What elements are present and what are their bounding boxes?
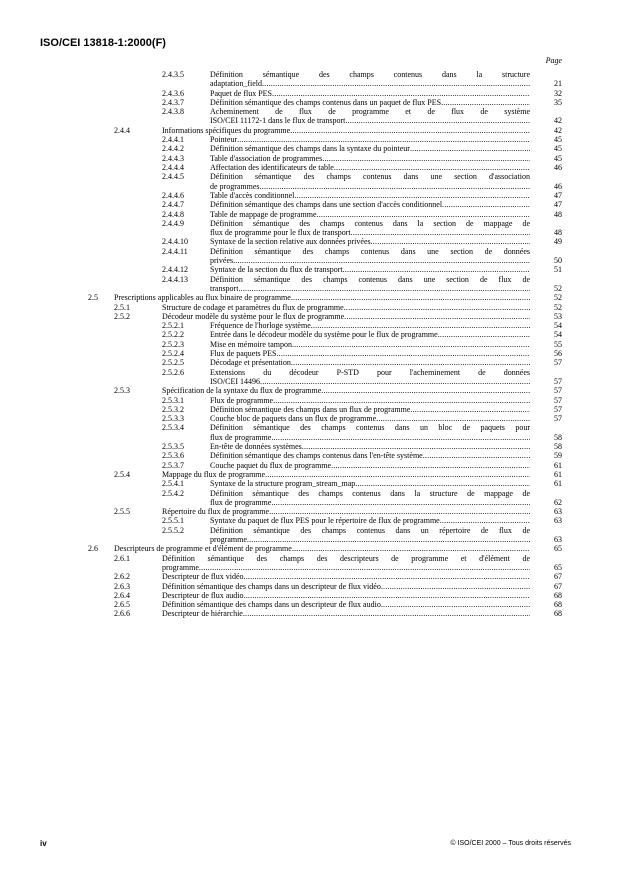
toc-entry-title: Descripteur de flux audio [162,590,244,600]
toc-dot-leader [238,284,530,293]
toc-entry-title-line: Définition sémantique des champs contenus dans un répertoire de flux de [210,525,530,535]
toc-entry-title: Table de mappage de programme [210,209,317,219]
toc-entry-title: flux de programme [210,497,272,507]
toc-entry-number: 2.5.3.3 [162,414,184,424]
toc-entry-page: 54 [554,321,562,331]
toc-entry-page: 67 [554,581,562,591]
toc-entry-title: Paquet de flux PES [210,88,272,98]
toc-entry-number: 2.5.3.5 [162,442,184,451]
toc-entry-number: 2.4.4.13 [162,274,188,284]
toc-entry-number: 2.6.4 [114,590,130,600]
toc-entry-number: 2.5.3 [114,386,130,396]
toc-dot-leader [292,340,530,349]
toc-entry-number: 2.5.4 [114,469,130,479]
toc-entry[interactable] [0,163,619,172]
toc-dot-leader [317,210,530,219]
toc-dot-leader [410,405,530,414]
toc-entry-title: ISO/CEI 14496 [210,376,260,386]
toc-entry-title: de programmes [210,181,260,191]
toc-dot-leader [344,312,530,321]
toc-entry[interactable] [0,423,619,442]
toc-dot-leader [272,89,530,98]
toc-entry-title: Définition sémantique des champs contenus dans l'en-tête système [210,451,423,461]
toc-entry-title: Descripteurs de programme et d'élément de programme [114,544,292,554]
toc-entry-title: Fréquence de l'horloge système [210,321,311,331]
toc-entry-title: Mappage du flux de programme [162,469,266,479]
toc-entry[interactable] [0,526,619,545]
toc-entry-title: Syntaxe de la section relative aux données privées [210,237,371,247]
toc-dot-leader [271,498,530,507]
toc-entry[interactable] [0,554,619,573]
toc-entry-title: Répertoire du flux de programme [162,507,270,517]
toc-entry-title-line: Définition sémantique des champs contenus dans une section d'association [210,172,530,182]
toc-entry-number: 2.6.6 [114,609,130,619]
toc-entry-title: Informations spécifiques du programme [162,125,291,135]
toc-entry-title: programme [210,534,247,544]
toc-entry[interactable] [0,247,619,266]
toc-entry[interactable] [0,489,619,508]
toc-entry-number: 2.6.5 [114,600,130,610]
toc-entry-page: 61 [554,460,562,470]
toc-entry[interactable] [0,582,619,591]
toc-entry-number: 2.5.4.1 [162,479,184,489]
toc-dot-leader [290,126,530,135]
toc-entry-number: 2.4.4.11 [162,246,188,256]
toc-entry[interactable] [0,126,619,135]
toc-entry-page: 62 [554,497,562,507]
toc-entry-title: Définition sémantique des champs dans une section d'accès conditionnel [210,200,443,210]
toc-entry-title: Couche paquet du flux de programme [210,460,332,470]
toc-entry[interactable] [0,312,619,321]
toc-entry-page: 68 [554,600,562,610]
toc-entry-page: 46 [554,181,562,191]
toc-entry-title: Structure de codage et paramètres du flux de programme [162,302,344,312]
toc-entry-page: 47 [554,190,562,200]
toc-dot-leader [371,237,530,246]
toc-entry[interactable] [0,386,619,395]
toc-entry-title: Décodage et présentation [210,358,291,368]
toc-dot-leader [441,98,530,107]
toc-entry-title: Définition sémantique des champs dans un descripteur de flux audio [162,600,381,610]
toc-entry[interactable] [0,265,619,274]
toc-entry[interactable] [0,358,619,367]
toc-entry-number: 2.5.2 [114,311,130,321]
toc-entry-page: 32 [554,88,562,98]
toc-entry-title-line: Extensions du décodeur P-STD pour l'acheminement de données [210,367,530,377]
toc-dot-leader [331,461,530,470]
toc-entry-title: flux de programme [210,432,272,442]
toc-entry-number: 2.5.3.2 [162,404,184,414]
toc-entry[interactable] [0,591,619,600]
toc-entry-title: Définition sémantique des champs dans un descripteur de flux vidéo [162,581,381,591]
toc-dot-leader [410,144,530,153]
toc-dot-leader [376,414,530,423]
toc-dot-leader [321,386,530,395]
toc-entry-title: Décodeur modèle du système pour le flux de programme [162,311,345,321]
toc-entry-page: 63 [554,507,562,517]
page-column-label: Page [545,56,562,65]
toc-entry-title: Définition sémantique des champs dans un flux de programme [210,404,411,414]
toc-entry-number: 2.4.4.8 [162,209,184,219]
toc-entry-page: 50 [554,255,562,265]
toc-dot-leader [237,135,530,144]
toc-entry-number: 2.4.4.10 [162,237,188,247]
toc-entry-title-line: Définition sémantique des champs des descripteurs de programme et d'élément de [162,553,530,563]
toc-entry-title-line: Définition sémantique des champs contenus dans une section de données [210,246,530,256]
toc-dot-leader [343,265,530,274]
toc-entry-number: 2.6.2 [114,572,130,582]
toc-entry[interactable] [0,479,619,488]
toc-entry-page: 45 [554,153,562,163]
toc-dot-leader [199,563,530,572]
toc-dot-leader [265,470,530,479]
toc-entry[interactable] [0,405,619,414]
toc-entry-page: 57 [554,386,562,396]
toc-dot-leader [351,228,530,237]
toc-entry-title-line: Définition sémantique des champs contenus dans un bloc de paquets pour [210,423,530,433]
toc-entry[interactable] [0,200,619,209]
toc-dot-leader [292,544,530,553]
toc-entry-number: 2.6.3 [114,581,130,591]
toc-entry-number: 2.4.4.12 [162,265,188,275]
toc-entry-title: Flux de programme [210,395,274,405]
toc-entry-number: 2.5.5.1 [162,516,184,526]
toc-dot-leader [247,535,530,544]
toc-dot-leader [276,349,530,358]
toc-entry-number: 2.4.3.7 [162,97,184,107]
toc-entry-number: 2.5.2.3 [162,339,184,349]
toc-dot-leader [311,321,530,330]
toc-entry[interactable] [0,396,619,405]
toc-entry-page: 53 [554,311,562,321]
document-header-title: ISO/CEI 13818-1:2000(F) [40,37,166,49]
toc-dot-leader [291,293,530,302]
toc-entry-number: 2.5 [88,293,98,303]
toc-entry-number: 2.5.2.6 [162,367,184,377]
toc-entry[interactable] [0,442,619,451]
toc-entry-page: 45 [554,144,562,154]
toc-entry-page: 63 [554,516,562,526]
toc-entry-title: Syntaxe de la structure program_stream_map [210,479,356,489]
toc-entry-title: Descripteur de hiérarchie [162,609,243,619]
toc-entry-page: 65 [554,562,562,572]
toc-entry[interactable] [0,154,619,163]
toc-entry[interactable] [0,470,619,479]
toc-entry-page: 59 [554,451,562,461]
toc-entry[interactable] [0,303,619,312]
toc-entry-title: Descripteur de flux vidéo [162,572,244,582]
toc-entry-title: ISO/CEI 11172-1 dans le flux de transport [210,116,346,126]
toc-entry-number: 2.4.4.7 [162,200,184,210]
toc-entry-page: 42 [554,116,562,126]
toc-entry-title: flux de programme pour le flux de transport [210,228,351,238]
toc-entry-title: Syntaxe du paquet de flux PES pour le répertoire de flux de programme [210,516,440,526]
toc-entry-number: 2.4.4.9 [162,218,184,228]
toc-entry[interactable] [0,144,619,153]
toc-entry[interactable] [0,461,619,470]
toc-entry-number: 2.4.4.6 [162,190,184,200]
toc-dot-leader [243,609,530,618]
toc-entry-title-line: Définition sémantique des champs contenus dans une section de flux de [210,274,530,284]
footer-page-number: iv [40,839,47,848]
toc-dot-leader [334,163,530,172]
toc-entry-title: Table d'accès conditionnel [210,190,295,200]
toc-entry-page: 48 [554,209,562,219]
toc-entry[interactable] [0,172,619,191]
toc-entry-number: 2.4.3.5 [162,70,184,79]
toc-entry-page: 42 [554,125,562,135]
toc-dot-leader [438,330,530,339]
toc-entry-title-line: Définition sémantique des champs contenus dans la section de mappage de [210,218,530,228]
toc-entry-page: 68 [554,609,562,619]
toc-entry[interactable] [0,330,619,339]
toc-entry[interactable] [0,516,619,525]
footer-copyright: © ISO/CEI 2000 – Tous droits réservés [450,840,571,847]
toc-entry-number: 2.4.3.6 [162,88,184,98]
toc-entry[interactable] [0,89,619,98]
toc-entry-page: 57 [554,395,562,405]
toc-entry[interactable] [0,600,619,609]
toc-entry[interactable] [0,572,619,581]
toc-entry-page: 63 [554,534,562,544]
toc-entry-page: 52 [554,302,562,312]
toc-dot-leader [269,507,530,516]
toc-entry-page: 57 [554,414,562,424]
toc-entry-page: 49 [554,237,562,247]
toc-entry-title: Définition sémantique des champs dans la syntaxe du pointeur [210,144,410,154]
toc-dot-leader [344,303,530,312]
toc-entry-title: Spécification de la syntaxe du flux de programme [162,386,322,396]
toc-dot-leader [233,256,530,265]
toc-entry-title-line: Définition sémantique des champs contenus dans la structure [210,70,530,79]
toc-entry-number: 2.5.2.4 [162,349,184,358]
toc-entry-title-line: Acheminement de flux de programme et de flux de système [210,107,530,117]
toc-entry-number: 2.5.2.1 [162,321,184,331]
toc-entry-title: Table d'association de programmes [210,153,323,163]
toc-entry[interactable] [0,321,619,330]
toc-entry-number: 2.6.1 [114,553,130,563]
toc-entry-page: 54 [554,330,562,340]
toc-entry-number: 2.4.3.8 [162,107,184,117]
toc-entry-title: transport [210,283,239,293]
toc-entry-page: 51 [554,265,562,275]
toc-entry-page: 58 [554,442,562,451]
toc-entry-number: 2.5.2.5 [162,358,184,368]
toc-entry[interactable] [0,414,619,423]
toc-entry-page: 65 [554,544,562,554]
toc-entry[interactable] [0,368,619,387]
toc-dot-leader [302,442,530,451]
toc-entry-title: Affectation des identificateurs de table [210,163,334,172]
toc-entry[interactable] [0,107,619,126]
toc-entry-title: programme [162,562,199,572]
toc-entry-number: 2.5.5 [114,507,130,517]
toc-entry[interactable] [0,349,619,358]
toc-entry-title: Prescriptions applicables au flux binaire de programme [114,293,291,303]
toc-entry-page: 48 [554,228,562,238]
toc-entry[interactable] [0,191,619,200]
toc-entry-number: 2.4.4.5 [162,172,184,182]
toc-entry[interactable] [0,237,619,246]
toc-entry[interactable] [0,70,619,89]
toc-entry-title: En-tête de données systèmes [210,442,302,451]
toc-dot-leader [355,479,530,488]
toc-dot-leader [271,433,530,442]
toc-entry-page: 45 [554,135,562,145]
toc-entry-page: 68 [554,590,562,600]
toc-entry-page: 61 [554,469,562,479]
toc-entry-number: 2.6 [88,544,98,554]
toc-entry[interactable] [0,340,619,349]
toc-entry-title: Mise en mémoire tampon [210,339,292,349]
toc-entry-page: 35 [554,97,562,107]
toc-entry-page: 56 [554,349,562,358]
toc-entry-title: privées [210,255,234,265]
toc-dot-leader [273,396,530,405]
toc-entry[interactable] [0,275,619,294]
toc-entry-number: 2.5.3.7 [162,460,184,470]
toc-entry-number: 2.5.1 [114,302,130,312]
toc-entry-title: Pointeur [210,135,238,145]
toc-entry-number: 2.5.3.6 [162,451,184,461]
toc-entry-number: 2.4.4 [114,125,130,135]
toc-dot-leader [294,191,530,200]
toc-dot-leader [291,358,530,367]
toc-dot-leader [442,200,530,209]
toc-dot-leader [244,591,530,600]
toc-entry-page: 47 [554,200,562,210]
toc-dot-leader [381,582,530,591]
toc-entry-number: 2.4.4.1 [162,135,184,145]
toc-dot-leader [381,600,530,609]
toc-entry-page: 67 [554,572,562,582]
toc-entry-number: 2.4.4.2 [162,144,184,154]
toc-entry[interactable] [0,135,619,144]
toc-entry-page: 21 [554,79,562,89]
toc-entry-page: 57 [554,358,562,368]
toc-entry-title: adaptation_field [210,79,262,89]
toc-entry-number: 2.5.3.1 [162,395,184,405]
toc-entry-number: 2.4.4.3 [162,153,184,163]
toc-entry-title: Flux de paquets PES [210,349,277,358]
toc-dot-leader [322,154,530,163]
toc-entry-number: 2.5.5.2 [162,525,184,535]
toc-entry-page: 55 [554,339,562,349]
toc-entry[interactable] [0,544,619,553]
toc-entry[interactable] [0,98,619,107]
toc-entry-page: 52 [554,283,562,293]
toc-entry-title: Définition sémantique des champs contenus dans un paquet de flux PES [210,97,442,107]
toc-entry[interactable] [0,210,619,219]
toc-dot-leader [244,572,530,581]
toc-dot-leader [440,516,530,525]
toc-entry-number: 2.5.4.2 [162,488,184,498]
toc-entry-title: Couche bloc de paquets dans un flux de programme [210,414,377,424]
toc-entry-page: 46 [554,163,562,172]
toc-dot-leader [345,116,530,125]
toc-entry-title-line: Définition sémantique des champs contenus dans la structure de mappage de [210,488,530,498]
toc-entry-title: Syntaxe de la section du flux de transport [210,265,343,275]
toc-entry[interactable] [0,451,619,460]
toc-entry-page: 58 [554,432,562,442]
toc-dot-leader [260,182,530,191]
toc-entry[interactable] [0,293,619,302]
toc-entry-title: Entrée dans le décodeur modèle du système pour le flux de programme [210,330,438,340]
toc-dot-leader [260,377,530,386]
toc-entry-page: 57 [554,404,562,414]
toc-dot-leader [262,79,530,88]
toc-dot-leader [423,451,530,460]
toc-entry[interactable] [0,609,619,618]
toc-entry-number: 2.5.2.2 [162,330,184,340]
toc-entry-page: 57 [554,376,562,386]
toc-entry-number: 2.4.4.4 [162,163,184,172]
toc-entry[interactable] [0,507,619,516]
toc-entry[interactable] [0,219,619,238]
toc-entry-page: 61 [554,479,562,489]
toc-entry-page: 52 [554,293,562,303]
toc-entry-number: 2.5.3.4 [162,423,184,433]
